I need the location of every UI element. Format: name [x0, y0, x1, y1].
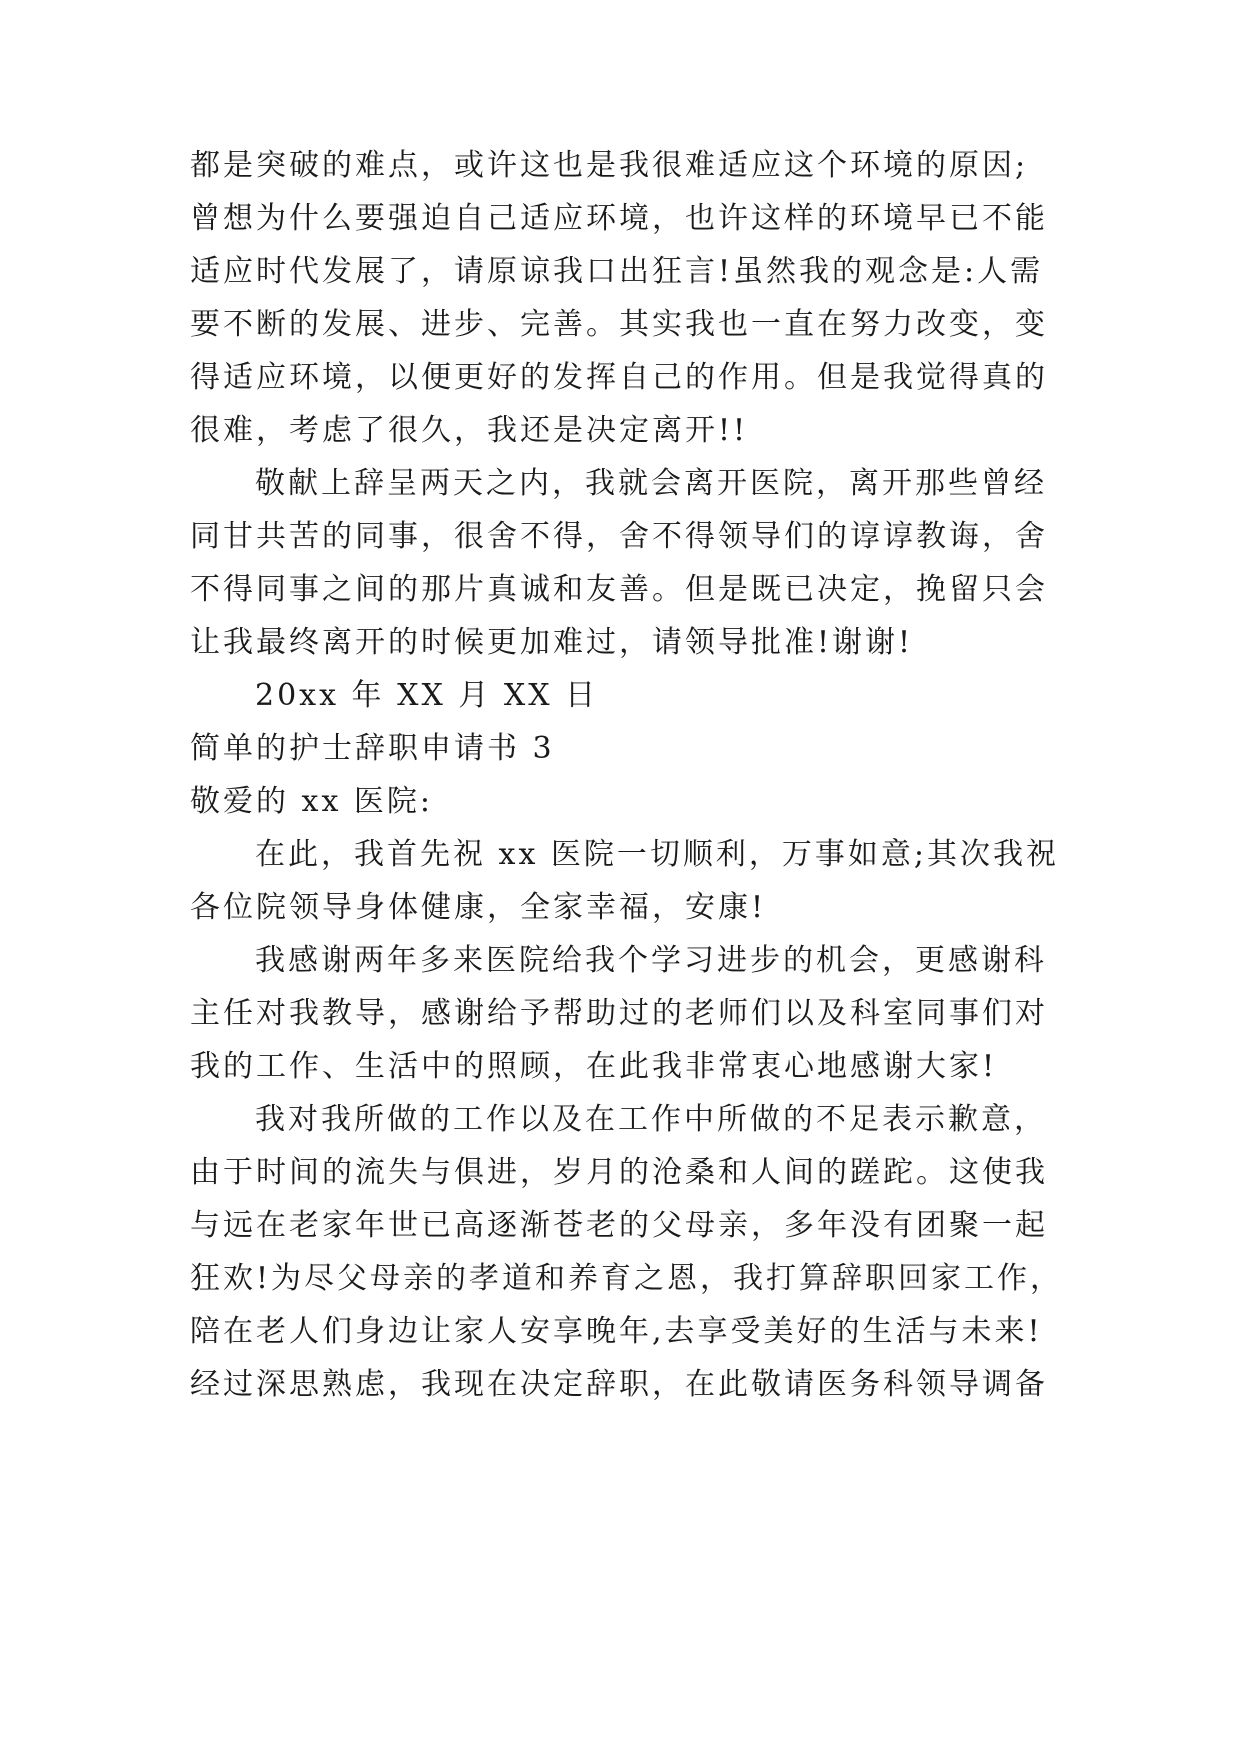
- body-text-line: 与远在老家年世已高逐渐苍老的父母亲，多年没有团聚一起: [190, 1208, 1048, 1243]
- body-text-line: 各位院领导身体健康，全家幸福，安康!: [190, 890, 767, 925]
- body-text-line: 由于时间的流失与俱进，岁月的沧桑和人间的蹉跎。这使我: [190, 1155, 1048, 1190]
- section-title: 简单的护士辞职申请书 3: [190, 731, 555, 766]
- body-text-line: 不得同事之间的那片真诚和友善。但是既已决定，挽留只会: [190, 572, 1048, 607]
- body-text-line: 得适应环境，以便更好的发挥自己的作用。但是我觉得真的: [190, 360, 1048, 395]
- body-text-line: 狂欢!为尽父母亲的孝道和养育之恩，我打算辞职回家工作，: [190, 1261, 1064, 1296]
- body-text-line: 我的工作、生活中的照顾，在此我非常衷心地感谢大家!: [190, 1049, 998, 1084]
- body-text-line: 让我最终离开的时候更加难过，请领导批准!谢谢!: [190, 625, 914, 660]
- date-line: 20xx 年 XX 月 XX 日: [255, 678, 599, 713]
- body-text-line: 同甘共苦的同事，很舍不得，舍不得领导们的谆谆教诲，舍: [190, 519, 1048, 554]
- body-text-line: 都是突破的难点，或许这也是我很难适应这个环境的原因;: [190, 148, 1029, 183]
- body-text-line: 我对我所做的工作以及在工作中所做的不足表示歉意，: [255, 1102, 1047, 1137]
- salutation: 敬爱的 xx 医院:: [190, 784, 434, 819]
- body-text-line: 陪在老人们身边让家人安享晚年,去享受美好的生活与未来!: [190, 1314, 1043, 1349]
- body-text-line: 主任对我教导，感谢给予帮助过的老师们以及科室同事们对: [190, 996, 1048, 1031]
- body-text-line: 要不断的发展、进步、完善。其实我也一直在努力改变，变: [190, 307, 1048, 342]
- body-text-line: 适应时代发展了，请原谅我口出狂言!虽然我的观念是:人需: [190, 254, 1044, 289]
- body-text-line: 经过深思熟虑，我现在决定辞职，在此敬请医务科领导调备: [190, 1367, 1048, 1402]
- body-text-line: 曾想为什么要强迫自己适应环境，也许这样的环境早已不能: [190, 201, 1048, 236]
- body-text-line: 在此，我首先祝 xx 医院一切顺利，万事如意;其次我祝: [255, 837, 1060, 872]
- body-text-line: 我感谢两年多来医院给我个学习进步的机会，更感谢科: [255, 943, 1047, 978]
- body-text-line: 很难，考虑了很久，我还是决定离开!!: [190, 413, 749, 448]
- body-text-line: 敬献上辞呈两天之内，我就会离开医院，离开那些曾经: [255, 466, 1047, 501]
